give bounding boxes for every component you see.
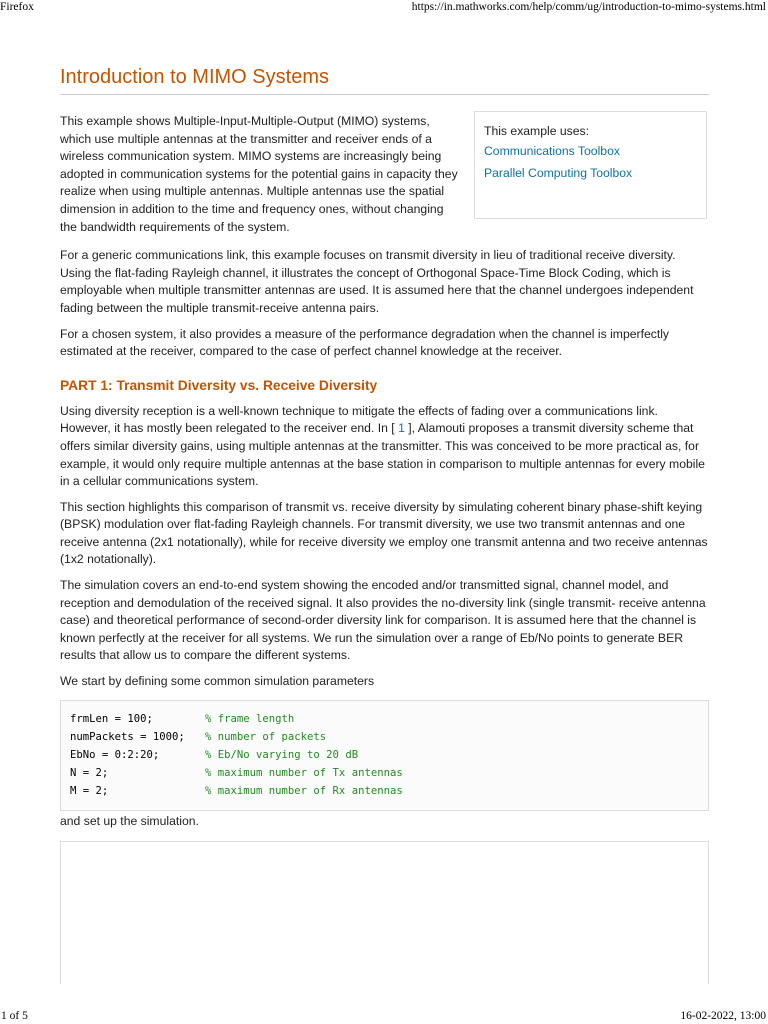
paragraph-performance: For a chosen system, it also provides a measure of the performance degradation when the channel is imperfectly estimated at the receiver, compared to the case of perfect channel knowledge at the receiver. <box>60 326 670 359</box>
page-number: 1 of 5 <box>1 1010 28 1022</box>
paragraph-parameters-intro: We start by defining some common simulation parameters <box>60 674 375 689</box>
main-content <box>60 64 709 984</box>
code-line: N = 2; % maximum number of Tx antennas <box>70 766 403 779</box>
text-after-ref: ], Alamouti proposes a transmit diversity scheme that offers similar diversity gains, using multiple antennas at the transmitter. This was conceived to be more practical as, for example, it would only require multiple antennas at the base station in comparison to multiple antennas for every mobile in a cellular communications system. <box>60 421 705 489</box>
intro-paragraph: This example shows Multiple-Input-Multiple-Output (MIMO) systems, which use multiple antennas at the transmitter and receiver ends of a wireless communication system. MIMO systems are increasingly being adopted in communication systems for the potential gains in capacity they realize when using multiple antennas. Multiple antennas use the spatial dimension in addition to the time and frequency ones, without changing the bandwidth requirements of the system. <box>60 114 458 234</box>
code-line: M = 2; % maximum number of Rx antennas <box>70 784 403 797</box>
print-footer <box>0 1010 768 1022</box>
print-header <box>0 1 768 13</box>
paragraph-comparison: This section highlights this comparison of transmit vs. receive diversity by simulating coherent binary phase-shift keying (BPSK) modulation over flat-fading Rayleigh channels. For transmit diversity, we use two transmit antennas and one receive antenna (2x1 notationally), while for receive diversity we employ one transmit antenna and two receive antennas (1x2 notationally). <box>60 499 708 567</box>
communications-toolbox-link[interactable]: Communications Toolbox <box>484 144 620 158</box>
example-uses-label: This example uses: <box>484 124 589 138</box>
text-before-ref: Using diversity reception is a well-known technique to mitigate the effects of fading over a communications link. However, it has mostly been relegated to the receiver end. In [ <box>60 403 658 436</box>
code-block-continued[interactable] <box>60 841 709 984</box>
page-url: https://in.mathworks.com/help/comm/ug/introduction-to-mimo-systems.html <box>411 1 766 13</box>
code-block[interactable] <box>60 700 709 811</box>
browser-name: Firefox <box>0 1 34 13</box>
paragraph-transmit-diversity: For a generic communications link, this example focuses on transmit diversity in lieu of traditional receive diversity. Using the flat-fading Rayleigh channel, it illustrates the concept of Orthogonal Space-Time Block Coding, which is employable when multiple transmitter antennas are used. It is assumed here that the channel undergoes independent fading between the multiple transmit-receive antenna pairs. <box>60 248 694 315</box>
print-datetime: 16-02-2022, 13:00 <box>680 1010 766 1022</box>
page-title: Introduction to MIMO Systems <box>60 64 709 95</box>
example-uses-box <box>474 111 707 219</box>
intro-section <box>60 113 709 236</box>
code-line: EbNo = 0:2:20; % Eb/No varying to 20 dB <box>70 748 359 761</box>
code-line: frmLen = 100; % frame length <box>70 712 295 725</box>
section-heading-part-1: PART 1: Transmit Diversity vs. Receive Diversity <box>60 377 378 393</box>
paragraph-setup: and set up the simulation. <box>60 813 199 828</box>
parallel-computing-toolbox-link[interactable]: Parallel Computing Toolbox <box>484 166 633 180</box>
paragraph-diversity-reception <box>60 403 709 491</box>
paragraph-simulation: The simulation covers an end-to-end system showing the encoded and/or transmitted signal, channel model, and reception and demodulation of the received signal. It also provides the no-diversity link (single transmit- receive antenna case) and theoretical performance of second-order diversity link for comparison. It is assumed here that the channel is known perfectly at the receiver for all systems. We run the simulation over a range of Eb/No points to generate BER results that allow us to compare the different systems. <box>60 578 706 663</box>
code-line: numPackets = 1000; % number of packets <box>70 730 327 743</box>
reference-link[interactable]: 1 <box>398 421 405 436</box>
